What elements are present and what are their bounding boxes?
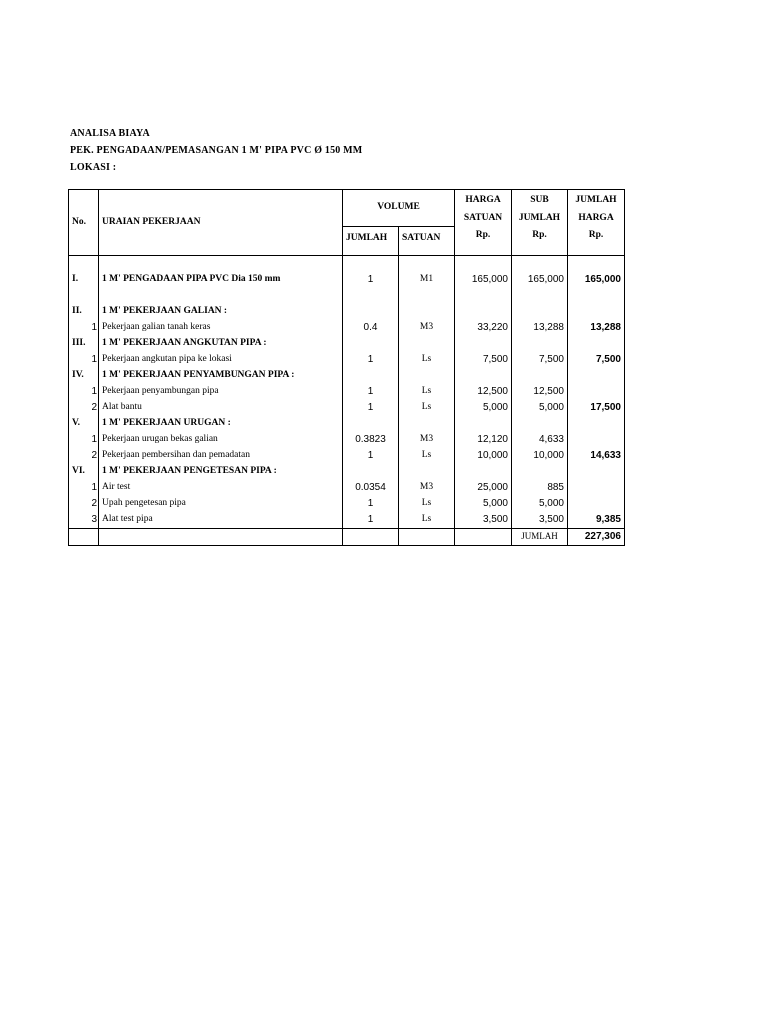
col-header-satuan: SATUAN: [399, 226, 455, 255]
empty-cell: [455, 288, 512, 304]
col-header-no: No.: [69, 190, 99, 256]
section-number: VI.: [69, 464, 99, 480]
empty-cell: [69, 288, 99, 304]
volume-satuan: M3: [399, 432, 455, 448]
sub-jumlah: 13,288: [512, 320, 568, 336]
header-row-1: [69, 190, 625, 211]
empty-cell: [399, 255, 455, 272]
harga-satuan: [455, 336, 512, 352]
jumlah-harga: [568, 464, 625, 480]
section-title: 1 M' PEKERJAAN PENYAMBUNGAN PIPA :: [99, 368, 343, 384]
item-row: [69, 320, 625, 336]
jumlah-harga: [568, 480, 625, 496]
section-row: [69, 336, 625, 352]
volume-jumlah: 1: [343, 512, 399, 529]
jumlah-harga: [568, 496, 625, 512]
item-name: Pekerjaan penyambungan pipa: [99, 384, 343, 400]
harga-satuan: 33,220: [455, 320, 512, 336]
volume-jumlah: 1: [343, 400, 399, 416]
volume-satuan: [399, 368, 455, 384]
col-header-uraian: URAIAN PEKERJAAN: [99, 190, 343, 256]
jumlah-harga: 17,500: [568, 400, 625, 416]
section-title: 1 M' PENGADAAN PIPA PVC Dia 150 mm: [99, 272, 343, 288]
empty-cell: [69, 528, 99, 545]
col-header-sub-1: SUB: [512, 190, 568, 211]
section-title: 1 M' PEKERJAAN URUGAN :: [99, 416, 343, 432]
volume-satuan: Ls: [399, 352, 455, 368]
item-number: 1: [69, 352, 99, 368]
section-row: [69, 416, 625, 432]
harga-satuan: 25,000: [455, 480, 512, 496]
volume-satuan: M3: [399, 480, 455, 496]
volume-satuan: [399, 464, 455, 480]
item-number: 2: [69, 496, 99, 512]
item-row: [69, 400, 625, 416]
volume-jumlah: 0.4: [343, 320, 399, 336]
jumlah-harga: [568, 384, 625, 400]
jumlah-harga: [568, 336, 625, 352]
col-header-jumlah: JUMLAH: [343, 226, 399, 255]
section-row: [69, 464, 625, 480]
empty-cell: [399, 528, 455, 545]
jumlah-harga: [568, 368, 625, 384]
sub-jumlah: 12,500: [512, 384, 568, 400]
volume-satuan: Ls: [399, 384, 455, 400]
harga-satuan: 12,120: [455, 432, 512, 448]
work-description: PEK. PENGADAAN/PEMASANGAN 1 M' PIPA PVC Ø 150 MM: [70, 145, 363, 156]
section-title: 1 M' PEKERJAAN PENGETESAN PIPA :: [99, 464, 343, 480]
volume-jumlah: 1: [343, 496, 399, 512]
item-name: Upah pengetesan pipa: [99, 496, 343, 512]
volume-jumlah: 1: [343, 352, 399, 368]
section-row: [69, 368, 625, 384]
harga-satuan: 5,000: [455, 496, 512, 512]
harga-satuan: 3,500: [455, 512, 512, 529]
col-header-total-3: Rp.: [568, 226, 625, 255]
empty-cell: [343, 288, 399, 304]
total-row: [69, 528, 625, 545]
sub-jumlah: [512, 368, 568, 384]
volume-satuan: [399, 336, 455, 352]
item-number: 1: [69, 432, 99, 448]
empty-cell: [69, 255, 99, 272]
item-name: Pekerjaan urugan bekas galian: [99, 432, 343, 448]
jumlah-harga: 13,288: [568, 320, 625, 336]
harga-satuan: [455, 416, 512, 432]
volume-satuan: [399, 304, 455, 320]
empty-cell: [512, 255, 568, 272]
item-name: Air test: [99, 480, 343, 496]
sub-jumlah: 5,000: [512, 496, 568, 512]
item-name: Alat bantu: [99, 400, 343, 416]
sub-jumlah: [512, 336, 568, 352]
harga-satuan: 165,000: [455, 272, 512, 288]
cost-analysis-table: [68, 189, 625, 546]
harga-satuan: 5,000: [455, 400, 512, 416]
volume-satuan: M1: [399, 272, 455, 288]
section-row: [69, 272, 625, 288]
item-row: [69, 432, 625, 448]
volume-jumlah: 1: [343, 448, 399, 464]
sub-jumlah: [512, 416, 568, 432]
sub-jumlah: 7,500: [512, 352, 568, 368]
harga-satuan: 10,000: [455, 448, 512, 464]
volume-satuan: Ls: [399, 400, 455, 416]
item-name: Pekerjaan galian tanah keras: [99, 320, 343, 336]
volume-satuan: M3: [399, 320, 455, 336]
section-title: 1 M' PEKERJAAN ANGKUTAN PIPA :: [99, 336, 343, 352]
volume-jumlah: [343, 336, 399, 352]
empty-cell: [343, 528, 399, 545]
item-name: Alat test pipa: [99, 512, 343, 529]
empty-cell: [99, 528, 343, 545]
spacer-row: [69, 288, 625, 304]
empty-cell: [568, 255, 625, 272]
item-number: 1: [69, 320, 99, 336]
volume-satuan: Ls: [399, 448, 455, 464]
section-number: I.: [69, 272, 99, 288]
empty-cell: [512, 288, 568, 304]
volume-jumlah: 0.0354: [343, 480, 399, 496]
item-name: Pekerjaan angkutan pipa ke lokasi: [99, 352, 343, 368]
section-number: IV.: [69, 368, 99, 384]
sub-jumlah: 4,633: [512, 432, 568, 448]
volume-satuan: Ls: [399, 496, 455, 512]
item-row: [69, 352, 625, 368]
item-number: 1: [69, 384, 99, 400]
harga-satuan: [455, 304, 512, 320]
empty-cell: [455, 528, 512, 545]
item-row: [69, 384, 625, 400]
jumlah-harga: [568, 432, 625, 448]
location-label: LOKASI :: [70, 162, 117, 173]
item-number: 1: [69, 480, 99, 496]
harga-satuan: [455, 464, 512, 480]
sub-jumlah: [512, 464, 568, 480]
jumlah-harga: 9,385: [568, 512, 625, 529]
sub-jumlah: 3,500: [512, 512, 568, 529]
empty-cell: [99, 255, 343, 272]
total-label: JUMLAH: [512, 528, 568, 545]
volume-jumlah: 1: [343, 272, 399, 288]
col-header-harga-1: HARGA: [455, 190, 512, 211]
harga-satuan: [455, 368, 512, 384]
grand-total: 227,306: [568, 528, 625, 545]
item-row: [69, 448, 625, 464]
item-name: Pekerjaan pembersihan dan pemadatan: [99, 448, 343, 464]
sub-jumlah: 165,000: [512, 272, 568, 288]
empty-cell: [99, 288, 343, 304]
item-number: 2: [69, 448, 99, 464]
section-title: 1 M' PEKERJAAN GALIAN :: [99, 304, 343, 320]
jumlah-harga: 14,633: [568, 448, 625, 464]
document-title: ANALISA BIAYA: [70, 128, 150, 139]
col-header-sub-3: Rp.: [512, 226, 568, 255]
col-header-harga-2: SATUAN: [455, 210, 512, 226]
col-header-sub-2: JUMLAH: [512, 210, 568, 226]
jumlah-harga: [568, 304, 625, 320]
item-number: 2: [69, 400, 99, 416]
volume-jumlah: [343, 416, 399, 432]
item-row: [69, 496, 625, 512]
col-header-total-2: HARGA: [568, 210, 625, 226]
empty-cell: [399, 288, 455, 304]
harga-satuan: 7,500: [455, 352, 512, 368]
item-row: [69, 480, 625, 496]
harga-satuan: 12,500: [455, 384, 512, 400]
col-header-harga-3: Rp.: [455, 226, 512, 255]
section-row: [69, 304, 625, 320]
volume-satuan: [399, 416, 455, 432]
section-number: V.: [69, 416, 99, 432]
volume-jumlah: [343, 304, 399, 320]
sub-jumlah: 5,000: [512, 400, 568, 416]
spacer-row: [69, 255, 625, 272]
empty-cell: [455, 255, 512, 272]
volume-satuan: Ls: [399, 512, 455, 529]
col-header-volume: VOLUME: [343, 190, 455, 227]
sub-jumlah: [512, 304, 568, 320]
section-number: III.: [69, 336, 99, 352]
empty-cell: [568, 288, 625, 304]
item-row: [69, 512, 625, 529]
volume-jumlah: 1: [343, 384, 399, 400]
jumlah-harga: 7,500: [568, 352, 625, 368]
jumlah-harga: 165,000: [568, 272, 625, 288]
volume-jumlah: [343, 464, 399, 480]
volume-jumlah: 0.3823: [343, 432, 399, 448]
section-number: II.: [69, 304, 99, 320]
volume-jumlah: [343, 368, 399, 384]
item-number: 3: [69, 512, 99, 529]
col-header-total-1: JUMLAH: [568, 190, 625, 211]
empty-cell: [343, 255, 399, 272]
sub-jumlah: 885: [512, 480, 568, 496]
jumlah-harga: [568, 416, 625, 432]
sub-jumlah: 10,000: [512, 448, 568, 464]
